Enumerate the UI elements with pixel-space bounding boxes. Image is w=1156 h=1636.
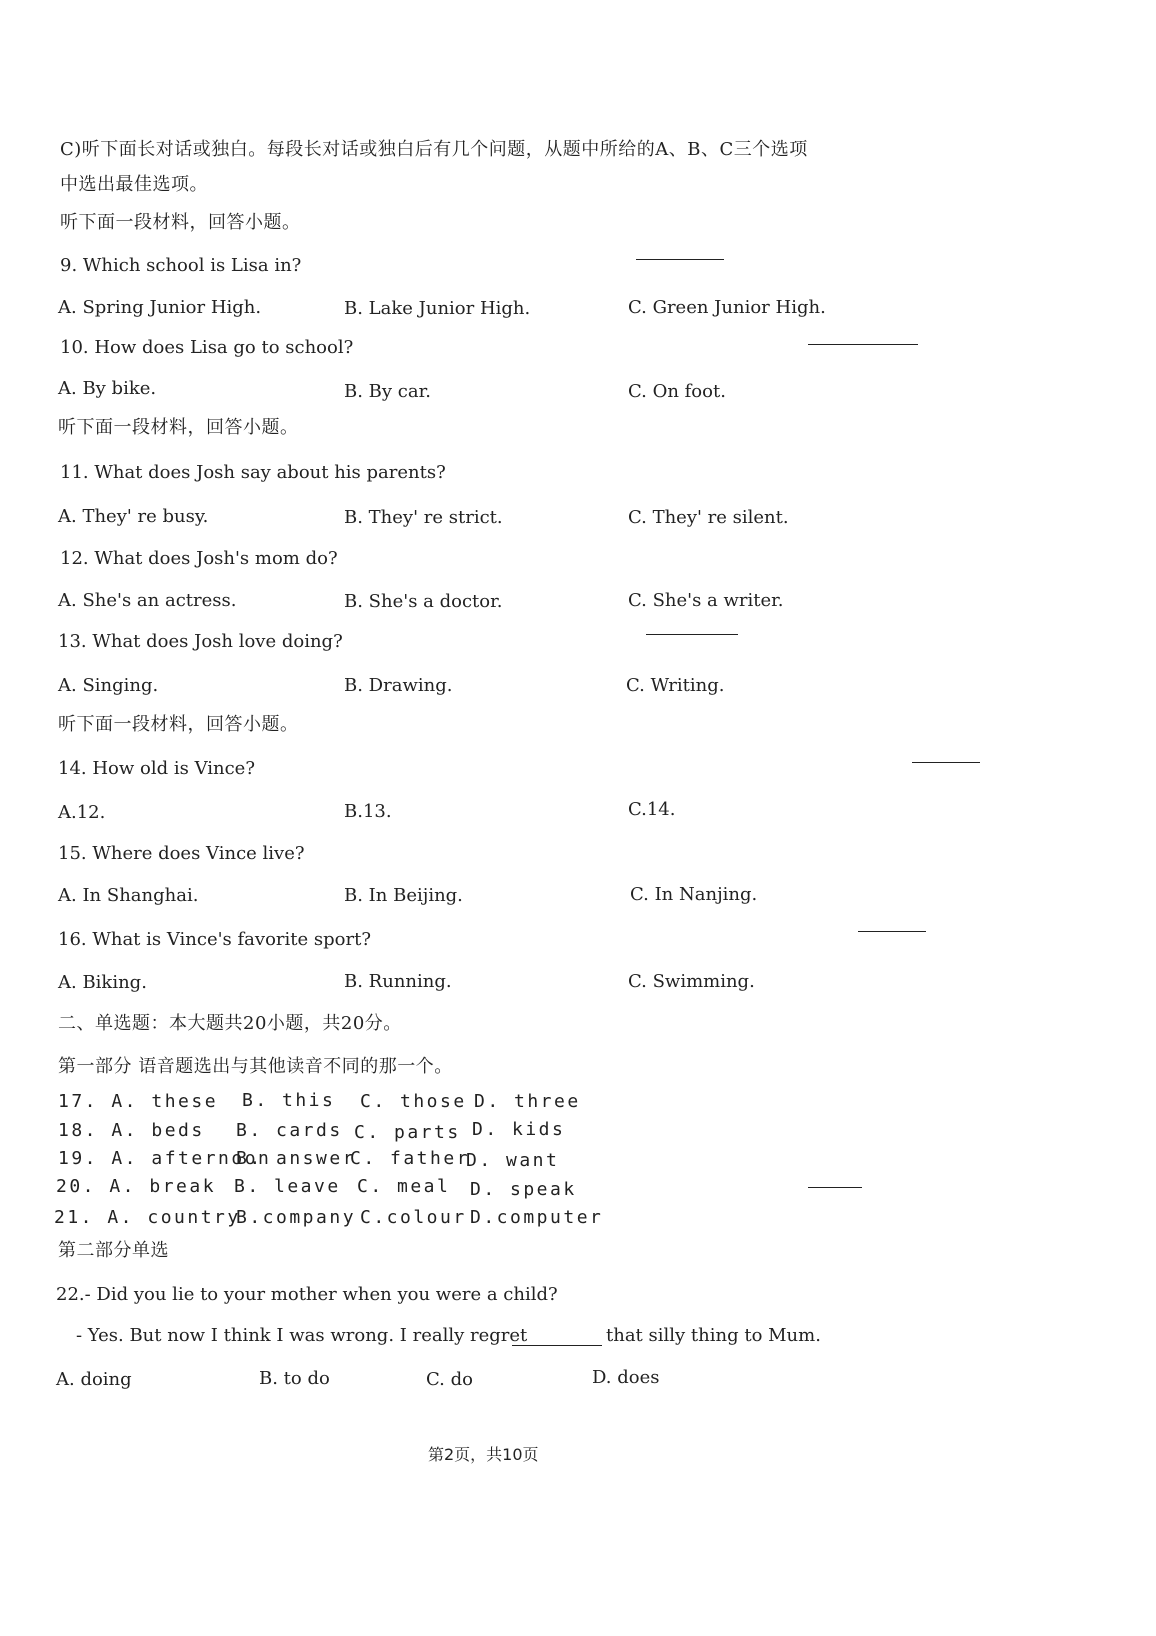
question-10-option-a: A. By bike. <box>58 378 157 399</box>
answer-blank-line <box>808 1187 862 1188</box>
question-11-option-a: A. They' re busy. <box>58 506 209 527</box>
phonetics-20-a: 20. A. break <box>56 1176 217 1197</box>
phonetics-19-b: B. answer <box>236 1148 357 1169</box>
phonetics-21-a: 21. A. country <box>54 1207 241 1228</box>
question-14-option-a: A.12. <box>58 802 106 823</box>
instruction-line-2: 中选出最佳选项。 <box>60 174 208 195</box>
question-15-option-c: C. In Nanjing. <box>630 884 758 905</box>
question-9-stem: 9. Which school is Lisa in? <box>60 255 302 276</box>
part-2-heading: 二、单选题：本大题共20小题，共20分。 <box>58 1013 402 1034</box>
question-22-option-b: B. to do <box>259 1368 330 1389</box>
question-9-option-a: A. Spring Junior High. <box>58 297 262 318</box>
question-16-option-b: B. Running. <box>344 971 452 992</box>
question-10-option-b: B. By car. <box>344 381 431 402</box>
question-14-option-c: C.14. <box>628 799 676 820</box>
phonetics-21-b: B.company <box>236 1207 357 1228</box>
question-9-option-c: C. Green Junior High. <box>628 297 826 318</box>
listen-instruction-3: 听下面一段材料，回答小题。 <box>58 714 299 735</box>
question-16-stem: 16. What is Vince's favorite sport? <box>58 929 371 950</box>
phonetics-18-b: B. cards <box>236 1120 343 1141</box>
question-13-option-b: B. Drawing. <box>344 675 453 696</box>
phonetics-17-c: C. those <box>360 1091 467 1112</box>
answer-blank-line <box>858 931 926 932</box>
phonetics-19-d: D. want <box>466 1150 560 1171</box>
question-10-option-c: C. On foot. <box>628 381 726 402</box>
question-22-line-1: 22.- Did you lie to your mother when you were a child? <box>56 1284 558 1305</box>
instruction-line-1: C)听下面长对话或独白。每段长对话或独白后有几个问题，从题中所给的A、B、C三个选项 <box>60 139 808 160</box>
question-10-stem: 10. How does Lisa go to school? <box>60 337 354 358</box>
answer-blank-line <box>636 259 724 260</box>
phonetics-21-d: D.computer <box>470 1207 604 1228</box>
question-13-option-a: A. Singing. <box>58 675 159 696</box>
answer-blank-line <box>512 1345 602 1346</box>
question-22-line-2b: that silly thing to Mum. <box>606 1325 821 1346</box>
phonetics-17-a: 17. A. these <box>58 1091 219 1112</box>
question-12-option-c: C. She's a writer. <box>628 590 784 611</box>
phonetics-heading: 第一部分 语音题选出与其他读音不同的那一个。 <box>58 1056 453 1077</box>
answer-blank-line <box>912 762 980 763</box>
question-15-option-b: B. In Beijing. <box>344 885 463 906</box>
question-15-stem: 15. Where does Vince live? <box>58 843 305 864</box>
answer-blank-line <box>808 344 918 345</box>
question-16-option-c: C. Swimming. <box>628 971 755 992</box>
question-14-stem: 14. How old is Vince? <box>58 758 255 779</box>
phonetics-17-d: D. three <box>474 1091 581 1112</box>
phonetics-21-c: C.colour <box>360 1207 467 1228</box>
question-13-option-c: C. Writing. <box>626 675 725 696</box>
single-choice-heading: 第二部分单选 <box>58 1240 169 1261</box>
question-16-option-a: A. Biking. <box>58 972 147 993</box>
phonetics-18-d: D. kids <box>472 1119 566 1140</box>
listen-instruction-2: 听下面一段材料，回答小题。 <box>58 417 299 438</box>
phonetics-18-c: C. parts <box>354 1122 461 1143</box>
phonetics-17-b: B. this <box>242 1090 336 1111</box>
question-22-line-2a: - Yes. But now I think I was wrong. I really regret <box>76 1325 528 1346</box>
phonetics-18-a: 18. A. beds <box>58 1120 205 1141</box>
listen-instruction-1: 听下面一段材料，回答小题。 <box>60 212 301 233</box>
question-11-option-b: B. They' re strict. <box>344 507 503 528</box>
phonetics-19-c: C. father <box>350 1148 471 1169</box>
question-15-option-a: A. In Shanghai. <box>58 885 199 906</box>
question-12-option-a: A. She's an actress. <box>58 590 237 611</box>
question-12-stem: 12. What does Josh's mom do? <box>60 548 338 569</box>
question-14-option-b: B.13. <box>344 801 392 822</box>
answer-blank-line <box>646 634 738 635</box>
phonetics-20-d: D. speak <box>470 1179 577 1200</box>
question-11-stem: 11. What does Josh say about his parents? <box>60 462 446 483</box>
phonetics-20-b: B. leave <box>234 1176 341 1197</box>
question-13-stem: 13. What does Josh love doing? <box>58 631 343 652</box>
question-12-option-b: B. She's a doctor. <box>344 591 503 612</box>
question-22-option-d: D. does <box>592 1367 660 1388</box>
question-22-option-c: C. do <box>426 1369 473 1390</box>
question-9-option-b: B. Lake Junior High. <box>344 298 531 319</box>
page-number-footer: 第2页，共10页 <box>428 1445 539 1464</box>
phonetics-19-a: 19. A. afternoon <box>58 1148 272 1169</box>
phonetics-20-c: C. meal <box>357 1176 451 1197</box>
question-11-option-c: C. They' re silent. <box>628 507 789 528</box>
question-22-option-a: A. doing <box>56 1369 132 1390</box>
